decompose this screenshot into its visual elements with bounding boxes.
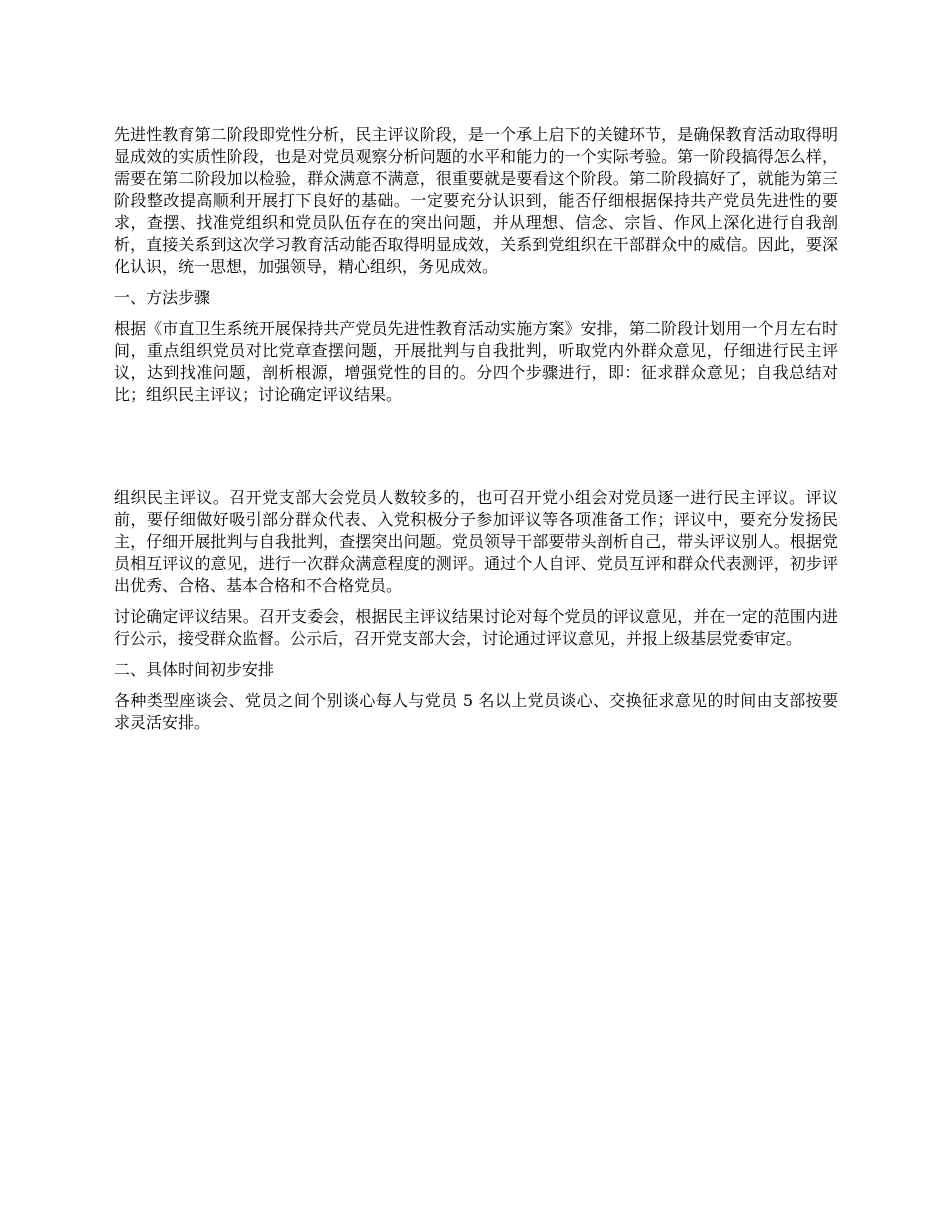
intro-paragraph: 先进性教育第二阶段即党性分析，民主评议阶段，是一个承上启下的关键环节，是确保教育活动取得明显成效的实质性阶段，也是对党员观察分析问题的水平和能力的一个实际考验。第一阶段搞得怎么样，需要在第二阶段加以检验，群众满意不满意，很重要就是要看这个阶段。第二阶段搞好了，就能为第三阶段整改提高顺利开展打下良好的基础。一定要充分认识到，能否仔细根据保持共产党员先进性的要求，查摆、找准党组织和党员队伍存在的突出问题，并从理想、信念、宗旨、作风上深化进行自我剖析，直接关系到这次学习教育活动能否取得明显成效，关系到党组织在干部群众中的威信。因此，要深化认识，统一思想，加强领导，精心组织，务见成效。 bbox=[114, 125, 838, 276]
schedule-paragraph: 各种类型座谈会、党员之间个别谈心每人与党员 5 名以上党员谈心、交换征求意见的时间由支部按要求灵活安排。 bbox=[114, 691, 838, 732]
section-heading-schedule: 二、具体时间初步安排 bbox=[114, 660, 275, 679]
section-heading-method: 一、方法步骤 bbox=[114, 288, 211, 307]
organize-paragraph: 组织民主评议。召开党支部大会党员人数较多的，也可召开党小组会对党员逐一进行民主评议。评议前，要仔细做好吸引部分群众代表、入党积极分子参加评议等各项准备工作；评议中，要充分发扬民主，仔细开展批判与自我批判，查摆突出问题。党员领导干部要带头剖析自己，带头评议别人。根据党员相互评议的意见，进行一次群众满意程度的测评。通过个人自评、党员互评和群众代表测评，初步评出优秀、合格、基本合格和不合格党员。 bbox=[114, 488, 838, 595]
document-body bbox=[114, 124, 838, 743]
discuss-paragraph: 讨论确定评议结果。召开支委会，根据民主评议结果讨论对每个党员的评议意见，并在一定的范围内进行公示，接受群众监督。公示后，召开党支部大会，讨论通过评议意见，并报上级基层党委审定。 bbox=[114, 607, 838, 648]
blank-gap bbox=[114, 415, 838, 487]
method-paragraph: 根据《市直卫生系统开展保持共产党员先进性教育活动实施方案》安排，第二阶段计划用一个月左右时间，重点组织党员对比党章查摆问题，开展批判与自我批判，听取党内外群众意见，仔细进行民主评议，达到找准问题，剖析根源，增强党性的目的。分四个步骤进行，即：征求群众意见；自我总结对比；组织民主评议；讨论确定评议结果。 bbox=[114, 319, 838, 404]
